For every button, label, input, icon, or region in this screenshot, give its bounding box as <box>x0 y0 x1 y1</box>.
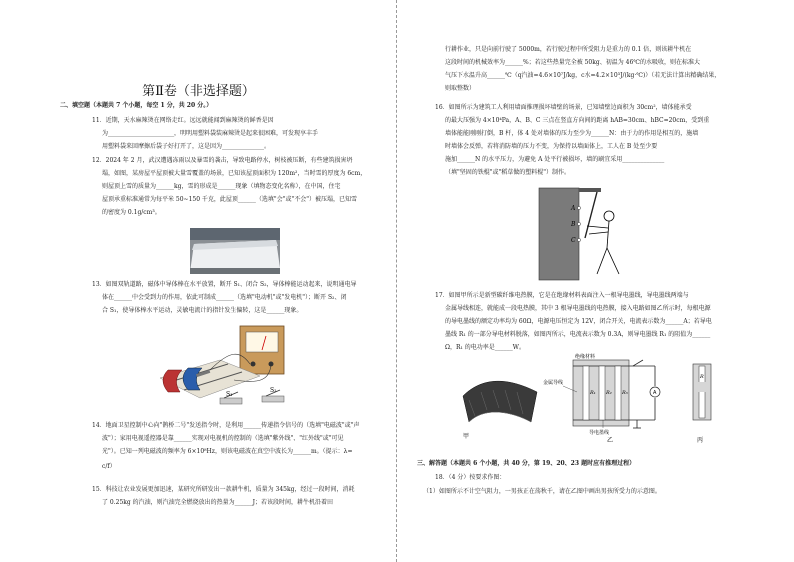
q15-line: 了 0.25kg 的汽油，则汽油完全燃烧放出的热量为______J；若该段时间，耕牛机沿着田 <box>102 499 334 506</box>
q12-line: 的密度为 0.1g/cm³。 <box>102 209 161 216</box>
q11-line: 用塑料袋来回摩擦后袋子好打开了，这是因为______________。 <box>102 143 271 150</box>
label-jia: 甲 <box>463 433 470 440</box>
q15-cont-line: 这段时间的机械效率为______%；若这些热量完全被 50kg、初温为 46℃的水吸收，则在标准大 <box>445 59 700 66</box>
metal-wire-label: 金属导线 <box>543 380 564 386</box>
q16-line: 的最大压强为 4×10⁴Pa，A、B、C 三点在竖直方向间的距离 hAB=30cm、hBC=20cm，受到重 <box>445 117 710 124</box>
q14-line: c/f） <box>102 463 116 470</box>
r2-label: R₂ <box>606 390 612 396</box>
q15-cont-line: 则取整数） <box>445 85 476 92</box>
q16-line: （填"坚固的铁棍"或"稻草做的塑料棍"）制作。 <box>445 169 571 176</box>
ink-line-label: 导电墨线 <box>589 430 610 436</box>
q14-line: 波"）；家用电视遥控器是靠______实现对电视机的控制的（选填"紫外线"、"红外线"或"可见 <box>102 435 344 442</box>
q15-line: 15．科技让农业发展更加迅速，某研究所研发出一款耕牛机，质量为 345kg，经过一段时间，消耗 <box>92 486 355 493</box>
q12-line: 则屋顶上雪的质量为______kg，雪的形成是______现象（填物态变化名称），在中国，住宅 <box>102 183 341 190</box>
q13-line: 13．如图双轨道路，磁体中导体棒在水平放置，断开 S₁、闭合 S₂，导体棒能运动起来，说明通电导 <box>92 281 357 288</box>
point-b-label: B <box>571 221 576 228</box>
right-page <box>397 0 794 562</box>
s1-label: S₁ <box>226 391 233 398</box>
insulation-label: 绝缘材料 <box>575 354 596 360</box>
section-header: 二、填空题（本题共 7 个小题，每空 1 分，共 20 分。） <box>60 102 213 109</box>
ammeter-label: A <box>653 390 657 396</box>
rail-magnet-figure <box>150 320 310 412</box>
q18-line: （1）如图所示不计空气阻力，一男孩正在荡秋千，请在乙图中画出男孩所受力的示意图。 <box>423 488 661 495</box>
q17-line: 墨线 R₁ 的一部分导电材料脱落，如图丙所示，电流表示数为 0.3A，则导电墨线 R₁ 的阻值为______ <box>445 331 711 338</box>
q18-line: 18．（4 分）按要求作图： <box>435 474 506 481</box>
heating-film-figure <box>457 352 777 444</box>
q12-line: 12．2024 年 2 月，武汉遭遇冻雨以及暴雪的袭击，导致电路停水，树枝被压断，有些建筑损害坍 <box>92 157 353 164</box>
q15-cont-line: 气压下水温升高______℃（q汽油=4.6×10⁷J/kg，c水=4.2×10³J/(kg·℃)）（若无法计算出精确结果， <box>445 72 721 79</box>
label-yi: 乙 <box>607 437 614 444</box>
point-c-label: C <box>571 237 576 244</box>
page-title: 第Ⅱ卷（非选择题） <box>142 84 255 99</box>
snow-roof-photo <box>190 228 280 274</box>
q16-line: 16．如图所示为建筑工人利用墙面推理损坏墙壁的场景，已知墙壁边面积为 30cm²，墙体能承受 <box>435 104 692 111</box>
q13-line: 体在______中会受到力的作用，依此可制成______（选填"电动机"或"发电机"）；断开 S₂、闭 <box>102 294 347 301</box>
q12-line: 屋顶承重标准通常为每平米 50~150 千克，此屋顶______（选填"会"或"不会"）被压塌，已知雪 <box>102 196 357 203</box>
q15-cont-line: 行耕作业，只是向前行驶了 5000m，若行驶过程中所受阻力是重力的 0.1 倍，则该耕牛机在 <box>445 46 692 53</box>
q17-line: Ω，R₁ 的电功率是______W。 <box>445 344 525 351</box>
q17-line: 的导电墨线的额定功率均为 60Ω，电源电压恒定为 12V，闭合开关，电流表示数为______A；若导电 <box>445 318 712 325</box>
r1-label: R₁ <box>590 390 596 396</box>
rx-label: R <box>700 374 704 380</box>
r3-label: R₃ <box>622 390 628 396</box>
q14-line: 14．地面卫星控制中心向"鹊桥二号"发送指令时，是利用______传递指令信号的（选填"电磁波"或"声 <box>92 422 360 429</box>
q13-line: 合 S₁，使导体棒水平运动，灵敏电流计的指针发生偏转，这是______现象。 <box>102 307 303 314</box>
label-bing: 丙 <box>697 437 704 444</box>
q14-line: 光"）。已知一列电磁波的频率为 6×10⁸Hz，则该电磁波在真空中波长为______m。（提示：λ= <box>102 448 353 455</box>
q16-line: 时墙体会反弹，若将消防墙的压力不变，为保持以墙面体上，工人在 B 处至少要 <box>445 143 658 150</box>
q17-line: 17．如图甲所示是新型碳纤维电热膜，它是在绝缘材料表面注入一根导电墨线，导电墨线两端与 <box>435 292 689 299</box>
q12-line: 塌，如图，某房屋平屋顶被大量雪覆盖的场景，已知该屋顶面积为 120m²，当时雪的厚度为 6cm， <box>102 170 367 177</box>
point-a-label: A <box>571 205 576 212</box>
q11-line: 为______________________，明明用塑料袋装麻辣烫是起来很困难，可发现享丰手 <box>102 130 319 137</box>
q16-line: 墙体能能刚刚打倒，B 杆，体 4 处对墙体的压力至少为______N：由于力的作用是相互的，施墙 <box>445 130 699 137</box>
s2-label: S₂ <box>270 387 277 394</box>
q17-line: 金属导线相连，就能成一段电热膜，其中 3 根导电墨线的电热膜，接入电路如图乙所示时，每根电源 <box>445 305 711 312</box>
section-header: 三、解答题（本题共 6 个小题，共 40 分，第 19、20、23 题时应有推理过程） <box>417 460 636 467</box>
wall-worker-figure <box>527 186 637 282</box>
q16-line: 施加______N 的水平压力，为避免 A 处平行被损坏，墙的刷宜采用______________ <box>445 156 665 163</box>
q11-line: 11．近期，天水麻辣烫在网络走红。远远就能闻到麻辣烫的鲜香是因 <box>92 117 274 124</box>
